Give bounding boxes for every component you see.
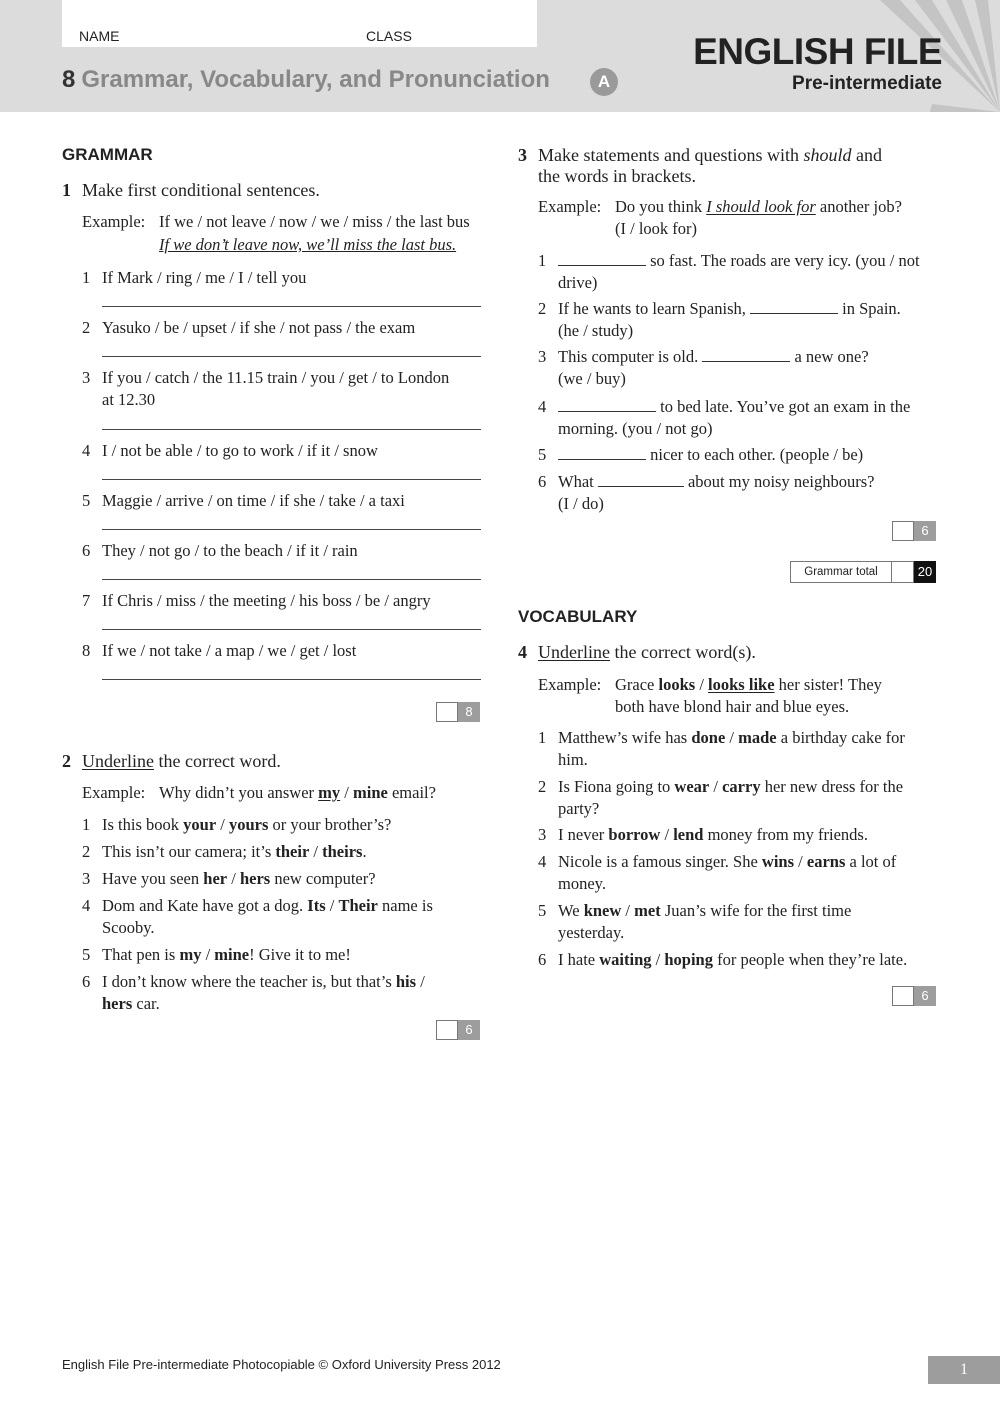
word-option[interactable]: hers: [239, 869, 271, 888]
answer-line[interactable]: [102, 529, 481, 530]
answer-line[interactable]: [102, 629, 481, 630]
score-input[interactable]: [892, 521, 914, 541]
q2-example-label: Example:: [82, 783, 146, 802]
answer-blank[interactable]: [558, 397, 656, 412]
answer-blank[interactable]: [598, 472, 684, 487]
name-label: NAME: [79, 28, 120, 44]
q4-item: 1 Matthew’s wife has done / made a birthday cake for him.: [538, 728, 905, 769]
brand-level: Pre-intermediate: [792, 73, 942, 94]
grammar-total-label: Grammar total: [790, 561, 892, 583]
answer-blank[interactable]: [558, 445, 646, 460]
q4-item: 2 Is Fiona going to wear / carry her new dress for the party?: [538, 777, 904, 818]
brand-title: ENGLISH FILE: [693, 31, 942, 72]
class-label: CLASS: [366, 28, 412, 44]
q4-item: 4 Nicole is a famous singer. She wins / earns a lot of money.: [538, 852, 897, 893]
score-input[interactable]: [436, 1020, 458, 1040]
word-option[interactable]: her: [203, 869, 228, 888]
word-option[interactable]: wear: [674, 777, 710, 796]
q4-instruction: 4 Underline the correct word(s).: [518, 642, 756, 662]
grammar-total-value: 20: [914, 561, 936, 583]
grammar-total-input[interactable]: [892, 561, 914, 583]
word-option[interactable]: my: [179, 945, 202, 964]
page-number: 1: [928, 1356, 1000, 1384]
unit-title: [62, 66, 550, 94]
unit-number: 8: [62, 66, 76, 93]
word-option[interactable]: mine: [214, 945, 250, 964]
answer-line[interactable]: [102, 306, 481, 307]
word-option[interactable]: lend: [673, 825, 704, 844]
vocabulary-heading: VOCABULARY: [518, 607, 638, 626]
page-header: [0, 0, 1000, 112]
score-input[interactable]: [436, 702, 458, 722]
answer-line[interactable]: [102, 356, 481, 357]
word-option[interactable]: waiting: [599, 950, 652, 969]
q4-item: 5 We knew / met Juan’s wife for the first time yesterday.: [538, 901, 852, 942]
word-option[interactable]: made: [738, 728, 777, 747]
answer-line[interactable]: [102, 479, 481, 480]
word-option[interactable]: hers: [102, 994, 133, 1013]
word-option[interactable]: his: [395, 972, 417, 991]
footer-brand: English File Pre-intermediate: [62, 1357, 229, 1372]
answer-blank[interactable]: [702, 347, 790, 362]
q2-item: 4 Dom and Kate have got a dog. Its / Their name is Scooby.: [82, 896, 433, 937]
answer-blank[interactable]: [750, 299, 838, 314]
answer-line[interactable]: [102, 429, 481, 430]
grammar-heading: GRAMMAR: [62, 145, 153, 164]
q1-example-label: Example:: [82, 212, 146, 231]
name-class-box: [62, 0, 537, 47]
word-option[interactable]: met: [634, 901, 661, 920]
word-option[interactable]: Their: [338, 896, 378, 915]
word-option[interactable]: knew: [583, 901, 622, 920]
word-option[interactable]: carry: [722, 777, 761, 796]
word-option[interactable]: theirs: [322, 842, 363, 861]
q3-instruction: 3 Make statements and questions with should and the words in brackets.: [518, 145, 882, 186]
word-option[interactable]: their: [275, 842, 310, 861]
q3-example-label: Example:: [538, 197, 602, 216]
q2-item: 6 I don’t know where the teacher is, but that’s his / hers car.: [82, 972, 425, 1013]
q1-example-prompt: If we / not leave / now / we / miss / the last bus: [159, 212, 470, 231]
q3-item: 1 so fast. The roads are very icy. (you / not drive): [538, 251, 920, 292]
word-option[interactable]: hoping: [664, 950, 713, 969]
word-option[interactable]: your: [183, 815, 217, 834]
score-input[interactable]: [892, 986, 914, 1006]
version-badge: A: [590, 68, 618, 96]
brand-logo: [693, 30, 942, 94]
answer-line[interactable]: [102, 579, 481, 580]
word-option[interactable]: yours: [228, 815, 269, 834]
q4-example-line2: both have blond hair and blue eyes.: [615, 697, 850, 716]
word-option[interactable]: done: [691, 728, 726, 747]
q3-example-cue: (I / look for): [615, 219, 698, 238]
word-option[interactable]: Its: [307, 896, 326, 915]
q2-example: Why didn’t you answer my / mine email?: [159, 783, 436, 802]
q3-item: 3 This computer is old. a new one? (we / buy): [538, 347, 869, 388]
q3-example: Do you think I should look for another job?: [615, 197, 902, 216]
answer-blank[interactable]: [558, 251, 646, 266]
word-option[interactable]: wins: [761, 852, 795, 871]
word-option[interactable]: borrow: [608, 825, 661, 844]
q2-instruction: 2 Underline the correct word.: [62, 751, 281, 771]
q3-item: 2 If he wants to learn Spanish, in Spain. (he / study): [538, 299, 901, 340]
q1-item: 3 If you / catch / the 11.15 train / you / get / to London at 12.30: [82, 368, 450, 409]
q4-example-label: Example:: [538, 675, 602, 694]
footer-copyright: Photocopiable © Oxford University Press 2012: [228, 1357, 501, 1372]
q1-instruction: 1 Make first conditional sentences.: [62, 180, 320, 200]
grammar-total-box: [790, 561, 936, 583]
q1-example-answer: If we don’t leave now, we’ll miss the last bus.: [159, 235, 457, 254]
answer-line[interactable]: [102, 679, 481, 680]
q3-item: 4 to bed late. You’ve got an exam in the morning. (you / not go): [538, 397, 911, 438]
unit-title-text: Grammar, Vocabulary, and Pronunciation: [81, 66, 550, 93]
q3-item: 6 What about my noisy neighbours? (I / do): [538, 472, 875, 513]
q4-example: Grace looks / looks like her sister! They: [615, 675, 882, 694]
word-option[interactable]: earns: [806, 852, 846, 871]
page-footer: [62, 1357, 501, 1372]
